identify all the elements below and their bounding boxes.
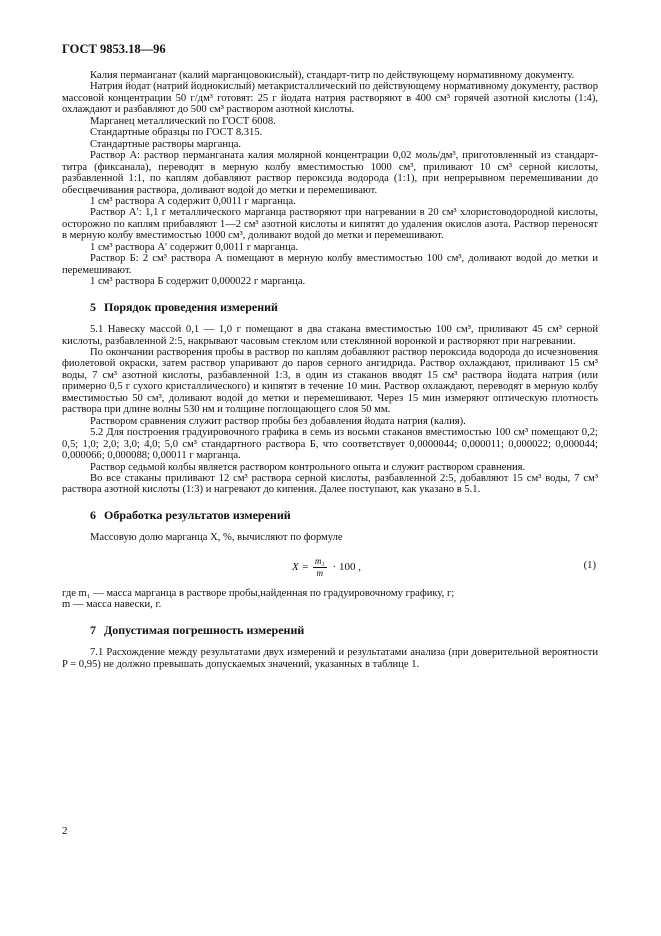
formula-legend-line: m — масса навески, г. [62,599,162,611]
paragraph: 1 см³ раствора Б содержит 0,000022 г марганца. [90,276,306,288]
paragraph: Раствором сравнения служит раствор пробы без добавления йодата натрия (калия). [90,415,466,427]
paragraph: 1 см³ раствора А содержит 0,0011 г марганца. [90,195,296,207]
paragraph: Во все стаканы приливают 12 см³ раствора серной кислоты, разбавленной 2:5, добавляют 15 см³ воды, 7 см³ раствора азотной кислоты (1:3) и нагревают до кипения. Далее поступают, как указано в 5.1. [62,472,598,496]
page-number: 2 [62,825,68,837]
section-heading-5 [62,299,598,314]
section-number: 7 [90,622,96,637]
paragraph: Раствор А: раствор перманганата калия молярной концентрации 0,02 моль/дм³, приготовленный из стандарт-титра (фиксанала), переводят в мерную колбу вместимостью 1000 см³, приливают 10 см³ серной кислоты, разбавленной 1:1, по каплям добавляют раствор пероксида водорода (1:1), при непрерывном перемешивании до обесцвечивания раствора, доливают водой до метки и перемешивают. [62,150,598,196]
paragraph: 1 см³ раствора А′ содержит 0,0011 г марганца. [90,241,299,253]
formula-rest: · 100 , [332,560,361,573]
paragraph: Калия перманганат (калий марганцовокислый), стандарт-титр по действующему нормативному документу. [90,70,575,81]
formula-number: (1) [583,559,596,571]
paragraph: Раствор А′: 1,1 г металлического марганца растворяют при нагревании в 20 см³ хлористоводородной кислоты, осторожно по каплям прибавляют 1—2 см³ азотной кислоты и кипятят до удаления окислов азота. Раствор переносят в мерную колбу вместимостью 1000 см³, доливают водой до метки и перемешивают. [62,207,598,242]
document-body [62,70,598,670]
paragraph: Марганец металлический по ГОСТ 6008. [90,115,276,127]
formula-denominator: m [316,568,323,579]
section-title: Допустимая погрешность измерений [104,622,305,637]
formula-lhs: X = [292,560,309,573]
section-number: 5 [90,299,96,314]
paragraph: Массовую долю марганца X, %, вычисляют по формуле [90,532,343,544]
section-number: 6 [90,507,96,522]
section-heading-6 [62,507,598,522]
section-title: Обработка результатов измерений [104,507,291,522]
paragraph: Стандартные образцы по ГОСТ 8.315. [90,127,263,139]
formula [292,556,361,580]
paragraph: Натрия йодат (натрий йоднокислый) метакристаллический по действующему нормативному документу, раствор массовой концентрации 50 г/дм³ готовят: 25 г йодата натрия растворяют в 400 см³ горячей азотной кислоты (1:4), охлаждают и разбавляют до 500 см³ раствором азотной кислоты. [62,81,598,116]
document-header: ГОСТ 9853.18—96 [62,42,166,56]
formula-legend-line: где m₁ — масса марганца в растворе пробы,найденная по градуировочному графику, г; [62,587,455,599]
paragraph: 5.1 Навеску массой 0,1 — 1,0 г помещают в два стакана вместимостью 100 см³, приливают 45 см³ серной кислоты, разбавленной 2:5, накрывают часовым стеклом или стеклянной воронкой и растворяют при нагревании. [62,324,598,347]
paragraph: 7.1 Расхождение между результатами двух измерений и результатами анализа (при доверительной вероятности P = 0,95) не должно превышать допускаемых значений, указанных в таблице 1. [62,647,598,670]
paragraph: По окончании растворения пробы в раствор по каплям добавляют раствор пероксида водорода до исчезновения фиолетовой окраски, затем раствор упаривают до паров серного ангидрида. Раствор охлаждают, приливают 15 см³ воды, 7 см³ азотной кислоты, разбавленной 1:3, в один из стаканов вводят 15 см³ раствора йодата натрия (или примерно 0,5 г сухого кристаллического) и кипятят в течение 10 мин. Раствор охлаждают, переводят в мерную колбу вместимостью 50 см³, доливают водой до метки и перемешивают. Через 15 мин измеряют оптическую плотность раствора при длине волны 530 нм и толщине поглощающего слоя 50 мм. [62,346,598,416]
formula-row [62,552,598,582]
formula-numerator: m₁ [313,556,327,568]
paragraph: 5.2 Для построения градуировочного графика в семь из восьми стаканов вместимостью 100 см³ помещают 0,2; 0,5; 1,0; 2,0; 3,0; 4,0; 5,0 см³ стандартного раствора Б, что соответствует 0,0000044; 0,000011; 0,000022; 0,000044; 0,000066; 0,000088; 0,00011 г марганца. [62,427,598,462]
paragraph: Раствор седьмой колбы является раствором контрольного опыта и служит раствором сравнения. [90,461,526,473]
section-title: Порядок проведения измерений [104,299,278,314]
formula-fraction [313,556,327,580]
section-heading-7 [62,622,598,637]
paragraph: Стандартные растворы марганца. [90,138,242,150]
paragraph: Раствор Б: 2 см³ раствора А помещают в мерную колбу вместимостью 100 см³, доливают водой до метки и перемешивают. [62,253,598,276]
